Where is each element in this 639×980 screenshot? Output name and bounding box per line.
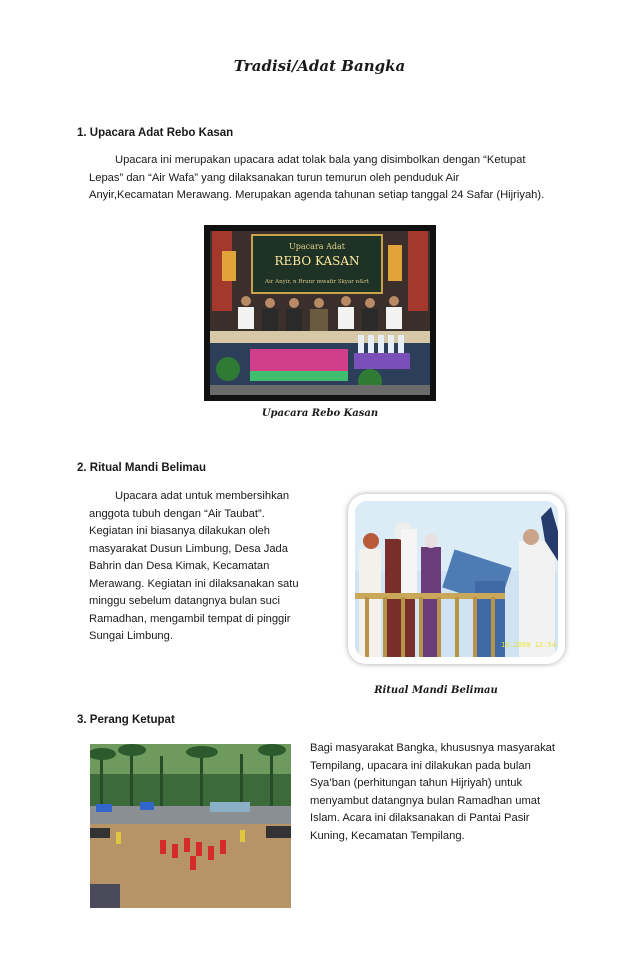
paragraph-line: Sungai Limbung. [89, 630, 173, 642]
paragraph-perang-ketupat [310, 740, 610, 845]
caption-rebo-kasan: Upacara Rebo Kasan [261, 408, 379, 419]
paragraph-line: Lepas” dan “Air Wafa” yang dilaksanakan turun temurun oleh penduduk Air [89, 171, 460, 184]
paragraph-line: menyambut datangnya bulan Ramadhan umat [310, 794, 541, 807]
section-heading-mandi-belimau: 2. Ritual Mandi Belimau [77, 462, 207, 474]
paragraph-line: Kuning, Kecamatan Tempilang. [310, 829, 465, 842]
banner-line-1: Upacara Adat [289, 242, 345, 251]
section-heading-rebo-kasan: 1. Upacara Adat Rebo Kasan [77, 127, 234, 139]
paragraph-line: masyarakat Dusun Limbung, Desa Jada [89, 542, 288, 555]
paragraph-line: Bahrin dan Desa Kimak, Kecamatan [89, 560, 270, 572]
paragraph-line: Tempilang, upacara ini dilakukan pada bulan [310, 759, 531, 772]
paragraph-mandi-belimau [89, 488, 339, 646]
paragraph-line: Upacara adat untuk membersihkan [115, 490, 290, 502]
photo-perang-ketupat [90, 744, 291, 908]
section-heading-perang-ketupat: 3. Perang Ketupat [77, 714, 175, 726]
paragraph-line: Islam. Acara ini dilaksanakan di Pantai Pasir [310, 812, 530, 824]
paragraph-line: Anyir,Kecamatan Merawang. Merupakan agenda tahunan setiap tanggal 24 Safar (Hijriyah). [89, 189, 545, 201]
banner-line-2: REBO KASAN [274, 254, 360, 268]
photo-mandi-belimau [348, 494, 565, 664]
paragraph-line: Merawang. Kegiatan ini dilaksanakan satu [89, 577, 299, 590]
page-title: Tradisi/Adat Bangka [233, 57, 406, 75]
paragraph-line: Sya’ban (perhitungan tahun Hijriyah) untuk [310, 777, 523, 789]
paragraph-rebo-kasan [89, 152, 609, 205]
photo-rebo-kasan [204, 225, 436, 401]
caption-mandi-belimau: Ritual Mandi Belimau [374, 685, 498, 696]
paragraph-line: minggu sebelum datangnya bulan suci [89, 595, 280, 607]
paragraph-line: anggota tubuh dengan “Air Taubat”. [89, 507, 265, 520]
paragraph-line: Bagi masyarakat Bangka, khususnya masyarakat [310, 742, 556, 754]
paragraph-line: Kegiatan ini biasanya dilakukan oleh [89, 525, 270, 537]
photo-date-stamp: 10 2009 12:54 [501, 641, 556, 649]
banner-line-3: Air Anyir, n Rrunr mwafir Skyar n&rt [265, 279, 369, 285]
paragraph-line: Ramadhan, mengambil tempat di pinggir [89, 612, 291, 625]
paragraph-line: Upacara ini merupakan upacara adat tolak bala yang disimbolkan dengan “Ketupat [115, 154, 526, 166]
